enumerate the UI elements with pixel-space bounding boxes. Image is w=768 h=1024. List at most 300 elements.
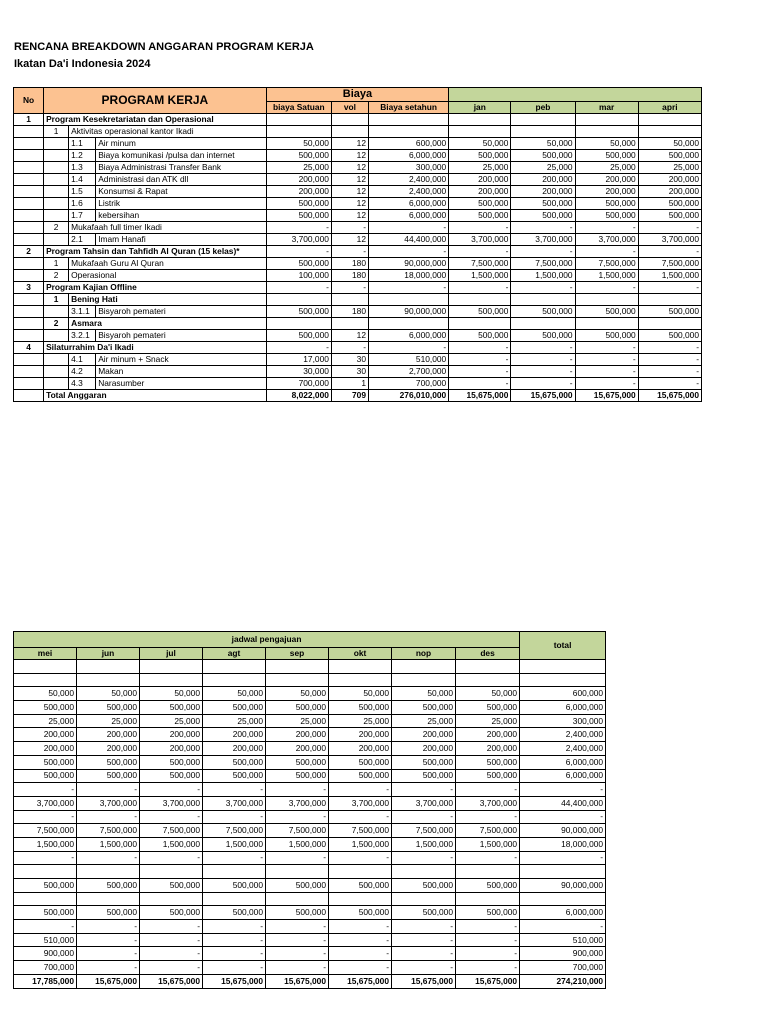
schedule-total-cell <box>520 892 606 906</box>
month-value-cell: - <box>638 378 701 390</box>
schedule-month-cell: - <box>77 810 140 824</box>
schedule-total-month-cell: 15,675,000 <box>77 974 140 988</box>
header-biaya-satuan: biaya Satuan <box>266 102 331 114</box>
schedule-total-cell: - <box>520 851 606 865</box>
table-row <box>14 138 702 150</box>
schedule-month-cell: 500,000 <box>266 879 329 893</box>
row-number <box>14 186 44 198</box>
schedule-month-cell: - <box>329 810 392 824</box>
schedule-month-cell <box>140 660 203 674</box>
biaya-setahun-cell: 2,700,000 <box>368 366 448 378</box>
schedule-month-cell <box>329 660 392 674</box>
schedule-month-cell: - <box>14 851 77 865</box>
table-row <box>14 294 702 306</box>
month-value-cell <box>638 126 701 138</box>
schedule-month-cell: 25,000 <box>266 714 329 728</box>
row-sub-number: 1 <box>44 126 69 138</box>
table-row <box>14 222 702 234</box>
row-sub-number <box>44 174 69 186</box>
month-value-cell: 200,000 <box>575 186 638 198</box>
schedule-month-cell: 500,000 <box>203 769 266 783</box>
row-sub-number <box>44 354 69 366</box>
schedule-row <box>14 906 606 920</box>
table-row <box>14 174 702 186</box>
header-month-apri: apri <box>638 102 701 114</box>
table-row <box>14 378 702 390</box>
month-value-cell: 500,000 <box>638 330 701 342</box>
row-item-name: Makan <box>96 366 267 378</box>
schedule-total-cell: 6,000,000 <box>520 769 606 783</box>
biaya-setahun-cell: 6,000,000 <box>368 198 448 210</box>
total-vol: 709 <box>331 390 368 402</box>
schedule-month-cell: - <box>266 783 329 797</box>
schedule-month-cell: - <box>392 920 456 934</box>
schedule-month-cell: 200,000 <box>456 742 520 756</box>
vol-cell: - <box>331 282 368 294</box>
schedule-month-cell: 200,000 <box>77 742 140 756</box>
month-value-cell: 500,000 <box>511 306 575 318</box>
month-value-cell: 3,700,000 <box>511 234 575 246</box>
row-program-label: Silaturrahim Da'i Ikadi <box>44 342 267 354</box>
schedule-month-cell: 50,000 <box>140 687 203 701</box>
schedule-month-cell <box>14 892 77 906</box>
biaya-setahun-cell <box>368 126 448 138</box>
schedule-month-cell: 25,000 <box>77 714 140 728</box>
schedule-month-cell: 500,000 <box>77 879 140 893</box>
vol-cell: - <box>331 222 368 234</box>
row-item-name: Bisyaroh pemateri <box>96 306 267 318</box>
biaya-satuan-cell <box>266 294 331 306</box>
row-sub-number: 1 <box>44 258 69 270</box>
schedule-month-cell: - <box>140 961 203 975</box>
month-value-cell: 500,000 <box>511 210 575 222</box>
schedule-month-cell <box>392 660 456 674</box>
schedule-month-cell: 500,000 <box>14 769 77 783</box>
biaya-satuan-cell <box>266 318 331 330</box>
schedule-month-cell: 200,000 <box>266 742 329 756</box>
schedule-month-cell <box>140 892 203 906</box>
row-activity-label: Aktivitas operasional kantor Ikadi <box>69 126 267 138</box>
biaya-satuan-cell: 500,000 <box>266 198 331 210</box>
row-activity-label: Operasional <box>69 270 267 282</box>
table-row <box>14 126 702 138</box>
month-value-cell: - <box>449 342 511 354</box>
vol-cell: 12 <box>331 234 368 246</box>
row-item-name: kebersihan <box>96 210 267 222</box>
schedule-month-cell: 1,500,000 <box>14 837 77 851</box>
month-value-cell: - <box>575 246 638 258</box>
grand-total-cell: 274,210,000 <box>520 974 606 988</box>
month-value-cell: 500,000 <box>638 198 701 210</box>
header-month-jan: jan <box>449 102 511 114</box>
schedule-month-cell: 500,000 <box>329 769 392 783</box>
schedule-total-cell: 90,000,000 <box>520 879 606 893</box>
table-row <box>14 282 702 294</box>
schedule-month-cell <box>392 865 456 879</box>
row-number <box>14 162 44 174</box>
month-value-cell: 200,000 <box>575 174 638 186</box>
month-value-cell: - <box>575 366 638 378</box>
schedule-total-month-cell: 15,675,000 <box>203 974 266 988</box>
month-value-cell <box>575 114 638 126</box>
schedule-month-cell <box>77 892 140 906</box>
schedule-month-cell: - <box>329 851 392 865</box>
biaya-setahun-cell: 18,000,000 <box>368 270 448 282</box>
schedule-month-cell: - <box>77 920 140 934</box>
schedule-month-cell: - <box>77 947 140 961</box>
total-month-cell: 15,675,000 <box>638 390 701 402</box>
vol-cell: 1 <box>331 378 368 390</box>
row-item-name: Imam Hanafi <box>96 234 267 246</box>
row-number <box>14 198 44 210</box>
schedule-month-cell: 500,000 <box>140 879 203 893</box>
schedule-month-cell: 500,000 <box>329 701 392 715</box>
schedule-month-cell: 1,500,000 <box>392 837 456 851</box>
month-value-cell: 25,000 <box>575 162 638 174</box>
schedule-month-cell: 200,000 <box>456 728 520 742</box>
vol-cell: 12 <box>331 198 368 210</box>
schedule-month-cell: 25,000 <box>392 714 456 728</box>
header-biaya-setahun: Biaya setahun <box>368 102 448 114</box>
schedule-month-cell: - <box>140 810 203 824</box>
vol-cell: 180 <box>331 270 368 282</box>
schedule-month-cell: - <box>456 947 520 961</box>
row-sub-number <box>44 378 69 390</box>
schedule-row <box>14 728 606 742</box>
schedule-total-cell: 300,000 <box>520 714 606 728</box>
schedule-month-cell: 500,000 <box>456 879 520 893</box>
table-header-row <box>14 88 702 102</box>
month-value-cell <box>449 318 511 330</box>
schedule-total-row <box>14 974 606 988</box>
month-value-cell <box>575 294 638 306</box>
month-value-cell: 500,000 <box>638 306 701 318</box>
table-row <box>14 234 702 246</box>
schedule-month-cell: 200,000 <box>14 728 77 742</box>
vol-cell: 12 <box>331 330 368 342</box>
biaya-setahun-cell: - <box>368 246 448 258</box>
header-month-jul: jul <box>140 648 203 660</box>
schedule-month-cell <box>140 865 203 879</box>
month-value-cell: 25,000 <box>638 162 701 174</box>
biaya-satuan-cell: 500,000 <box>266 150 331 162</box>
row-item-name: Biaya Administrasi Transfer Bank <box>96 162 267 174</box>
month-value-cell: 1,500,000 <box>575 270 638 282</box>
month-value-cell <box>511 318 575 330</box>
schedule-month-cell <box>456 673 520 687</box>
schedule-month-cell: - <box>329 947 392 961</box>
row-number <box>14 354 44 366</box>
schedule-month-cell: - <box>140 947 203 961</box>
schedule-month-cell: 200,000 <box>14 742 77 756</box>
schedule-month-cell: - <box>392 961 456 975</box>
row-item-code: 1.7 <box>69 210 96 222</box>
schedule-row <box>14 879 606 893</box>
schedule-month-cell: 200,000 <box>329 728 392 742</box>
schedule-month-cell: - <box>77 933 140 947</box>
header-month-okt: okt <box>329 648 392 660</box>
total-month-cell: 15,675,000 <box>511 390 575 402</box>
schedule-month-cell: 7,500,000 <box>456 824 520 838</box>
month-value-cell: - <box>511 354 575 366</box>
schedule-month-cell <box>392 892 456 906</box>
row-sub-number <box>44 234 69 246</box>
row-number <box>14 294 44 306</box>
schedule-total-cell <box>520 660 606 674</box>
schedule-month-cell <box>266 892 329 906</box>
schedule-month-cell: - <box>266 810 329 824</box>
row-item-code: 1.5 <box>69 186 96 198</box>
schedule-month-cell: - <box>456 810 520 824</box>
schedule-month-cell: - <box>266 851 329 865</box>
row-number <box>14 210 44 222</box>
table-row <box>14 330 702 342</box>
row-item-code: 4.1 <box>69 354 96 366</box>
row-sub-number: 2 <box>44 222 69 234</box>
schedule-month-cell: - <box>456 920 520 934</box>
schedule-month-cell: - <box>140 920 203 934</box>
schedule-row <box>14 701 606 715</box>
month-value-cell: - <box>638 246 701 258</box>
header-month-des: des <box>456 648 520 660</box>
schedule-month-cell: 1,500,000 <box>140 837 203 851</box>
month-value-cell: - <box>449 354 511 366</box>
month-value-cell: - <box>449 378 511 390</box>
schedule-month-cell: - <box>140 783 203 797</box>
row-item-name: Konsumsi & Rapat <box>96 186 267 198</box>
header-vol: vol <box>331 102 368 114</box>
total-label: Total Anggaran <box>44 390 267 402</box>
schedule-month-cell: 500,000 <box>266 701 329 715</box>
row-item-code: 3.2.1 <box>69 330 96 342</box>
schedule-month-cell: 7,500,000 <box>329 824 392 838</box>
header-month-agt: agt <box>203 648 266 660</box>
month-value-cell: 500,000 <box>449 198 511 210</box>
row-sub-number <box>44 198 69 210</box>
month-value-cell: 50,000 <box>575 138 638 150</box>
row-number <box>14 378 44 390</box>
schedule-table <box>13 631 606 989</box>
row-number <box>14 222 44 234</box>
table-row <box>14 270 702 282</box>
month-value-cell: 500,000 <box>449 306 511 318</box>
row-number <box>14 270 44 282</box>
schedule-month-cell: 25,000 <box>329 714 392 728</box>
table-row <box>14 150 702 162</box>
header-month-peb: peb <box>511 102 575 114</box>
row-sub-number <box>44 210 69 222</box>
schedule-month-cell <box>456 892 520 906</box>
schedule-month-cell: - <box>456 933 520 947</box>
biaya-setahun-cell: - <box>368 342 448 354</box>
row-sub-number <box>44 150 69 162</box>
schedule-month-cell <box>77 673 140 687</box>
month-value-cell: - <box>449 246 511 258</box>
schedule-month-cell: 200,000 <box>77 728 140 742</box>
schedule-month-cell: 500,000 <box>14 906 77 920</box>
vol-cell <box>331 126 368 138</box>
schedule-total-cell: 6,000,000 <box>520 701 606 715</box>
month-value-cell: 50,000 <box>511 138 575 150</box>
biaya-satuan-cell: - <box>266 282 331 294</box>
schedule-row <box>14 810 606 824</box>
row-sub-number <box>44 306 69 318</box>
schedule-month-cell: 1,500,000 <box>266 837 329 851</box>
vol-cell <box>331 114 368 126</box>
month-value-cell <box>575 318 638 330</box>
biaya-satuan-cell: 25,000 <box>266 162 331 174</box>
schedule-month-cell: 7,500,000 <box>392 824 456 838</box>
schedule-month-cell: 7,500,000 <box>266 824 329 838</box>
header-month-nop: nop <box>392 648 456 660</box>
schedule-month-cell: - <box>14 810 77 824</box>
table-row <box>14 258 702 270</box>
month-value-cell: - <box>511 342 575 354</box>
row-number <box>14 318 44 330</box>
schedule-month-cell: - <box>392 947 456 961</box>
row-item-name: Air minum <box>96 138 267 150</box>
schedule-month-cell: - <box>14 783 77 797</box>
schedule-month-cell <box>329 673 392 687</box>
month-value-cell: - <box>511 282 575 294</box>
schedule-month-cell: 3,700,000 <box>456 796 520 810</box>
schedule-month-cell: - <box>266 947 329 961</box>
month-value-cell: 500,000 <box>511 150 575 162</box>
schedule-month-cell: 500,000 <box>203 879 266 893</box>
row-activity-label: Bening Hati <box>69 294 267 306</box>
biaya-satuan-cell: - <box>266 246 331 258</box>
table-row <box>14 318 702 330</box>
schedule-month-cell: - <box>329 961 392 975</box>
header-total: total <box>520 632 606 660</box>
schedule-total-cell: 510,000 <box>520 933 606 947</box>
biaya-setahun-cell: 6,000,000 <box>368 210 448 222</box>
schedule-month-cell: 500,000 <box>77 769 140 783</box>
schedule-month-cell: 7,500,000 <box>77 824 140 838</box>
schedule-month-cell: 50,000 <box>14 687 77 701</box>
header-program-kerja: PROGRAM KERJA <box>44 88 267 114</box>
month-value-cell: 200,000 <box>511 174 575 186</box>
schedule-month-cell: 500,000 <box>329 755 392 769</box>
month-value-cell: 25,000 <box>511 162 575 174</box>
schedule-total-month-cell: 15,675,000 <box>140 974 203 988</box>
month-value-cell: - <box>449 282 511 294</box>
biaya-satuan-cell: 100,000 <box>266 270 331 282</box>
month-value-cell: 7,500,000 <box>449 258 511 270</box>
table-row <box>14 162 702 174</box>
month-value-cell <box>511 114 575 126</box>
biaya-satuan-cell: 50,000 <box>266 138 331 150</box>
schedule-row <box>14 673 606 687</box>
schedule-month-cell: 25,000 <box>140 714 203 728</box>
row-item-code: 4.2 <box>69 366 96 378</box>
header-month-sep: sep <box>266 648 329 660</box>
schedule-month-cell: 500,000 <box>392 701 456 715</box>
schedule-month-cell <box>329 892 392 906</box>
month-value-cell: - <box>449 222 511 234</box>
biaya-satuan-cell: - <box>266 342 331 354</box>
schedule-total-cell: 700,000 <box>520 961 606 975</box>
row-sub-number <box>44 186 69 198</box>
biaya-satuan-cell <box>266 114 331 126</box>
vol-cell: 12 <box>331 186 368 198</box>
schedule-month-cell <box>14 673 77 687</box>
row-item-code: 1.1 <box>69 138 96 150</box>
vol-cell: 180 <box>331 258 368 270</box>
biaya-setahun-cell: 700,000 <box>368 378 448 390</box>
schedule-month-cell <box>456 660 520 674</box>
schedule-month-cell: 3,700,000 <box>203 796 266 810</box>
month-value-cell: 3,700,000 <box>449 234 511 246</box>
row-program-label: Program Kajian Offline <box>44 282 267 294</box>
schedule-month-cell: 200,000 <box>392 742 456 756</box>
schedule-month-cell: - <box>203 810 266 824</box>
schedule-total-month-cell: 15,675,000 <box>392 974 456 988</box>
header-jadwal-pengajuan: jadwal pengajuan <box>14 632 520 648</box>
schedule-month-cell: 3,700,000 <box>329 796 392 810</box>
schedule-month-cell: - <box>266 920 329 934</box>
schedule-month-cell: 500,000 <box>456 755 520 769</box>
row-item-code: 1.6 <box>69 198 96 210</box>
schedule-month-cell: 500,000 <box>203 906 266 920</box>
schedule-month-cell: 500,000 <box>140 701 203 715</box>
schedule-month-cell: 900,000 <box>14 947 77 961</box>
row-activity-label: Mukafaah full timer Ikadi <box>69 222 267 234</box>
row-item-code: 3.1.1 <box>69 306 96 318</box>
schedule-row <box>14 920 606 934</box>
schedule-month-cell: 7,500,000 <box>203 824 266 838</box>
schedule-month-cell: - <box>329 933 392 947</box>
month-value-cell: 500,000 <box>449 330 511 342</box>
vol-cell: - <box>331 342 368 354</box>
row-number: 3 <box>14 282 44 294</box>
schedule-month-cell: 50,000 <box>329 687 392 701</box>
table-row <box>14 354 702 366</box>
month-value-cell: 1,500,000 <box>449 270 511 282</box>
schedule-month-cell: 50,000 <box>203 687 266 701</box>
schedule-month-cell <box>392 673 456 687</box>
schedule-total-cell: 900,000 <box>520 947 606 961</box>
row-sub-number <box>44 366 69 378</box>
schedule-month-cell: - <box>392 851 456 865</box>
schedule-month-cell: 200,000 <box>203 742 266 756</box>
schedule-row <box>14 933 606 947</box>
biaya-setahun-cell <box>368 318 448 330</box>
month-value-cell: 500,000 <box>638 210 701 222</box>
month-value-cell <box>449 294 511 306</box>
header-month-mei: mei <box>14 648 77 660</box>
schedule-month-cell: 500,000 <box>456 701 520 715</box>
month-value-cell: 7,500,000 <box>638 258 701 270</box>
schedule-month-cell: 500,000 <box>329 906 392 920</box>
biaya-setahun-cell: 600,000 <box>368 138 448 150</box>
table-row <box>14 246 702 258</box>
row-number <box>14 366 44 378</box>
schedule-total-month-cell: 15,675,000 <box>329 974 392 988</box>
schedule-month-cell: 500,000 <box>392 879 456 893</box>
budget-table <box>13 87 702 402</box>
row-number <box>14 174 44 186</box>
table-row <box>14 198 702 210</box>
month-value-cell: - <box>575 342 638 354</box>
month-value-cell <box>511 126 575 138</box>
schedule-row <box>14 796 606 810</box>
row-activity-label: Asmara <box>69 318 267 330</box>
biaya-setahun-cell: - <box>368 222 448 234</box>
row-number: 1 <box>14 114 44 126</box>
row-program-label: Program Tahsin dan Tahfidh Al Quran (15 kelas)* <box>44 246 267 258</box>
month-value-cell <box>575 126 638 138</box>
